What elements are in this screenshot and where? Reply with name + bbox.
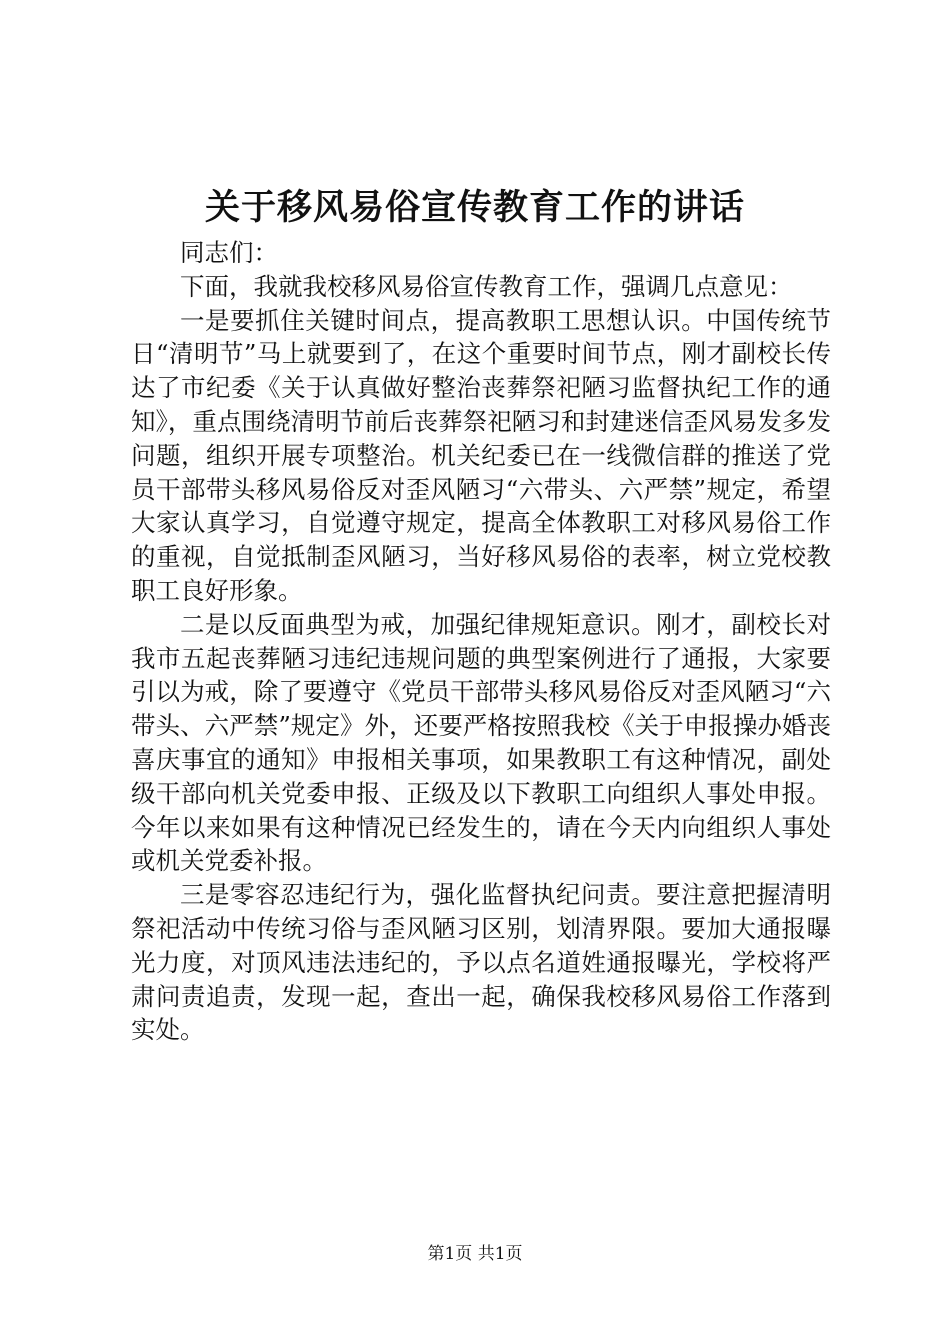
document-body [131,236,831,1047]
greeting: 同志们： [180,238,278,267]
paragraph-point-one: 一是要抓住关键时间点，提高教职工思想认识。中国传统节日“清明节”马上就要到了，在这个重要时间节点，刚才副校长传达了市纪委《关于认真做好整治丧葬祭祀陋习监督执纪工作的通知》，重点围绕清明节前后丧葬祭祀陋习和封建迷信歪风易发多发问题，组织开展专项整治。机关纪委已在一线微信群的推送了党员干部带头移风易俗反对歪风陋习“六带头、六严禁”规定，希望大家认真学习，自觉遵守规定，提高全体教职工对移风易俗工作的重视，自觉抵制歪风陋习，当好移风易俗的表率，树立党校教职工良好形象。 [131,305,831,605]
paragraph-point-three: 三是零容忍违纪行为，强化监督执纪问责。要注意把握清明祭祀活动中传统习俗与歪风陋习区别，划清界限。要加大通报曝光力度，对顶风违法违纪的，予以点名道姓通报曝光，学校将严肃问责追责，发现一起，查出一起，确保我校移风易俗工作落到实处。 [131,880,831,1045]
paragraph-intro: 下面，我就我校移风易俗宣传教育工作，强调几点意见： [180,271,793,301]
page-footer: 第1页 共1页 [427,1244,523,1264]
document-title: 关于移风易俗宣传教育工作的讲话 [204,187,745,228]
paragraph-point-two: 二是以反面典型为戒，加强纪律规矩意识。刚才，副校长对我市五起丧葬陋习违纪违规问题的典型案例进行了通报，大家要引以为戒，除了要遵守《党员干部带头移风易俗反对歪风陋习“六带头、六严禁”规定》外，还要严格按照我校《关于申报操办婚丧喜庆事宜的通知》申报相关事项，如果教职工有这种情况，副处级干部向机关党委申报、正级及以下教职工向组织人事处申报。今年以来如果有这种情况已经发生的，请在今天内向组织人事处或机关党委补报。 [131,609,831,876]
